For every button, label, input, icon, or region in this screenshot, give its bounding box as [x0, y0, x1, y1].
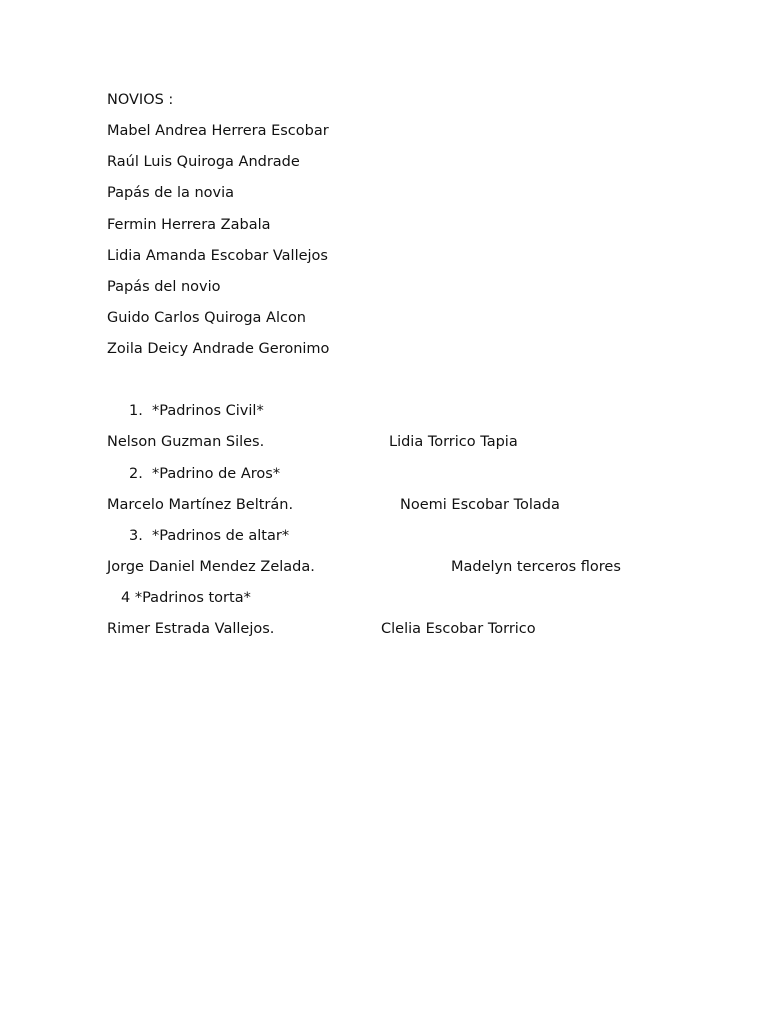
list-number: 3. — [129, 528, 143, 544]
list-number: 2. — [129, 466, 143, 482]
list-title: *Padrino de Aros* — [152, 466, 281, 482]
list-title: *Padrinos torta* — [134, 590, 251, 606]
groom-mother: Zoila Deicy Andrade Geronimo — [107, 341, 330, 357]
bride-parents-label: Papás de la novia — [107, 185, 235, 201]
sponsor-aros-left: Marcelo Martínez Beltrán. — [107, 497, 294, 513]
heading-novios: NOVIOS : — [107, 92, 174, 108]
sponsor-torta-left: Rimer Estrada Vallejos. — [107, 621, 275, 637]
sponsor-title-civil — [129, 402, 264, 420]
bride-father: Fermin Herrera Zabala — [107, 217, 271, 233]
sponsor-title-altar — [129, 527, 289, 545]
list-number: 1. — [129, 403, 143, 419]
bride-mother: Lidia Amanda Escobar Vallejos — [107, 248, 328, 264]
list-title: *Padrinos de altar* — [152, 528, 290, 544]
groom-father: Guido Carlos Quiroga Alcon — [107, 310, 306, 326]
bride-name: Mabel Andrea Herrera Escobar — [107, 123, 329, 139]
sponsor-torta-right: Clelia Escobar Torrico — [381, 621, 536, 637]
sponsor-aros-right: Noemi Escobar Tolada — [400, 497, 560, 513]
list-title: *Padrinos Civil* — [152, 403, 264, 419]
list-number: 4 — [121, 590, 131, 606]
groom-parents-label: Papás del novio — [107, 279, 221, 295]
sponsor-altar-right: Madelyn terceros flores — [451, 559, 621, 575]
sponsor-civil-right: Lidia Torrico Tapia — [389, 434, 518, 450]
groom-name: Raúl Luis Quiroga Andrade — [107, 154, 300, 170]
sponsor-title-torta — [121, 589, 251, 607]
sponsor-altar-left: Jorge Daniel Mendez Zelada. — [107, 559, 315, 575]
sponsor-civil-left: Nelson Guzman Siles. — [107, 434, 265, 450]
sponsor-title-aros — [129, 465, 280, 483]
